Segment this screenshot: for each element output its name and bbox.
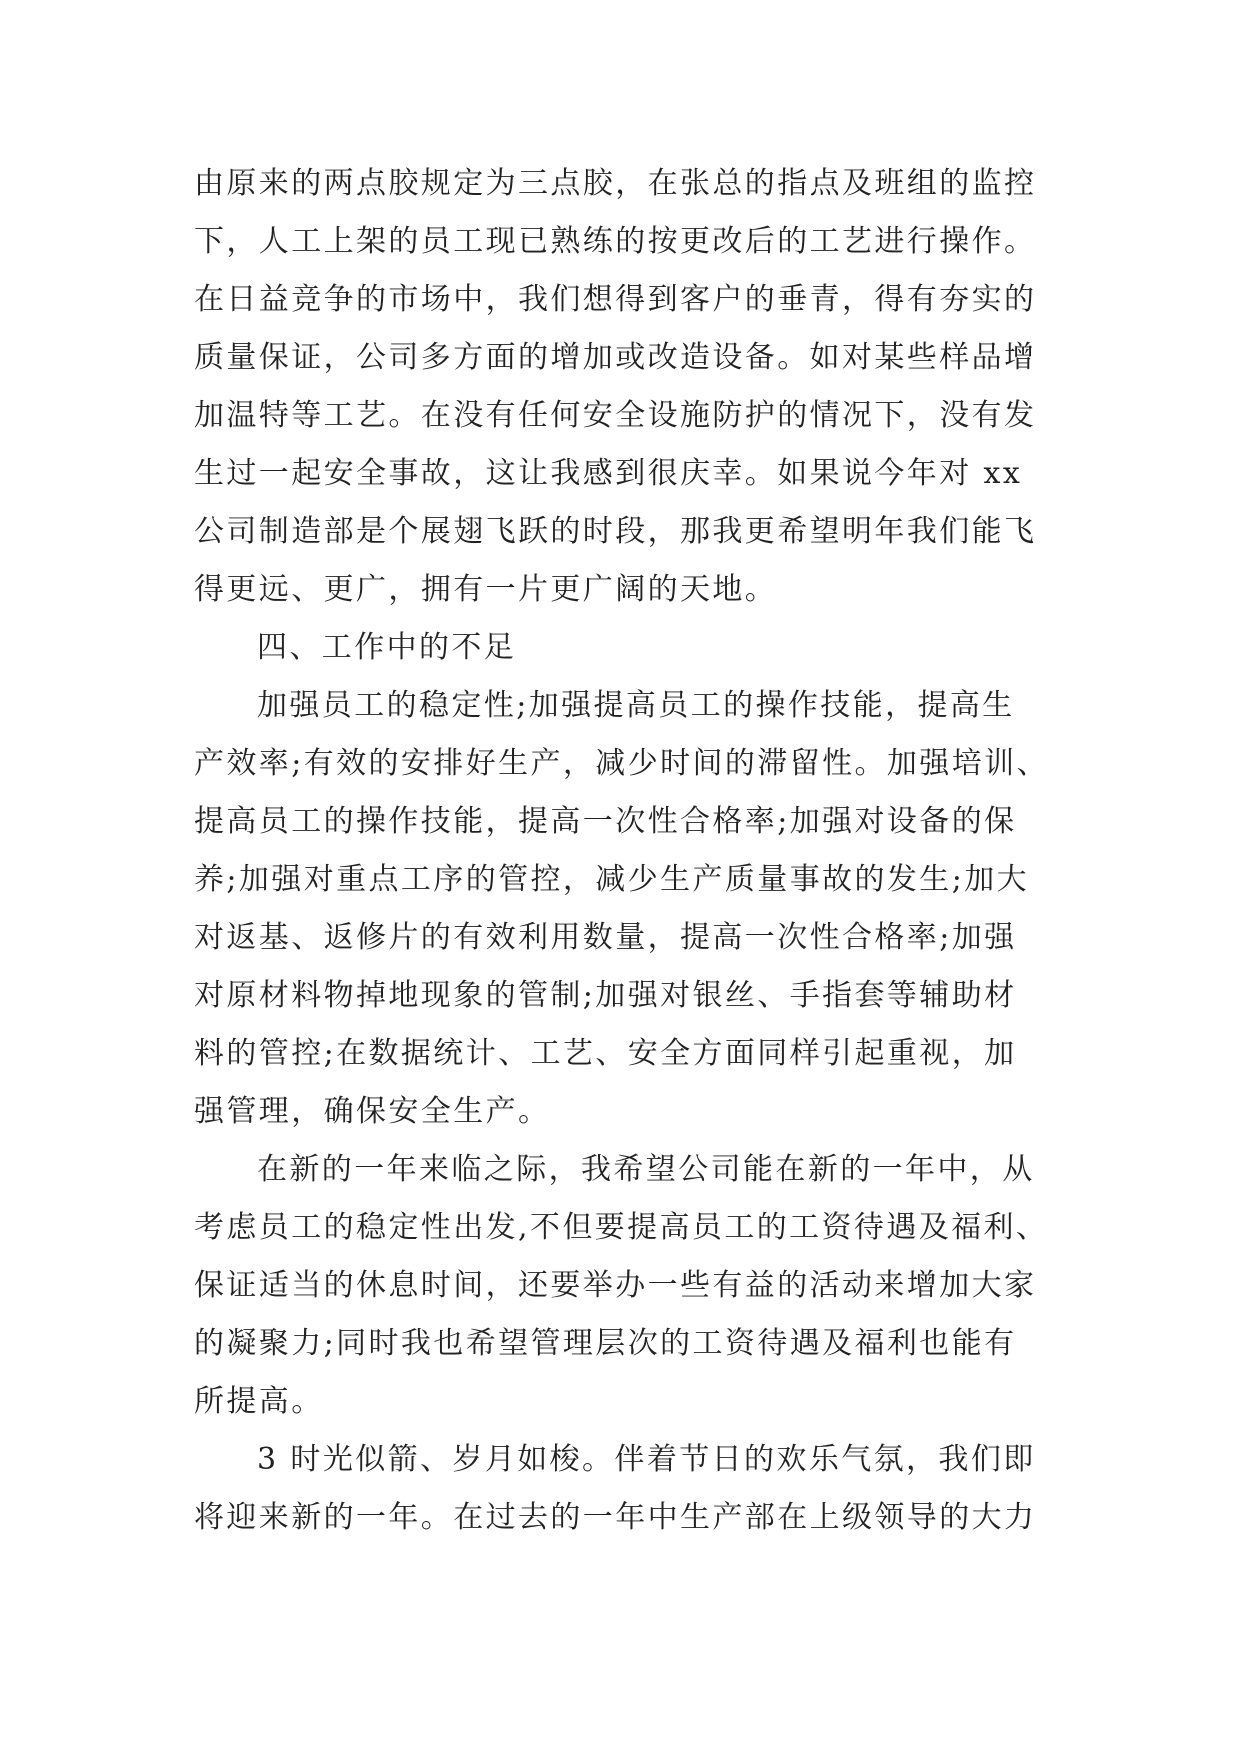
text-line: 所提高。	[194, 1384, 324, 1419]
text-line: 提高员工的操作技能，提高一次性合格率;加强对设备的保	[194, 804, 1017, 839]
text-line: 在日益竞争的市场中，我们想得到客户的垂青，得有夯实的	[194, 282, 1037, 317]
text-line: 质量保证，公司多方面的增加或改造设备。如对某些样品增	[194, 340, 1037, 375]
text-line: 考虑员工的稳定性出发,不但要提高员工的工资待遇及福利、	[194, 1210, 1049, 1245]
text-line: 强管理，确保安全生产。	[194, 1094, 551, 1129]
paragraph-first-line: 加强员工的稳定性;加强提高员工的操作技能，提高生	[257, 688, 1015, 723]
text-line: 养;加强对重点工序的管控，减少生产质量事故的发生;加大	[194, 862, 1030, 897]
text-line: 由原来的两点胶规定为三点胶，在张总的指点及班组的监控	[194, 166, 1037, 201]
text-line: 下，人工上架的员工现已熟练的按更改后的工艺进行操作。	[194, 224, 1037, 259]
text-line: 保证适当的休息时间，还要举办一些有益的活动来增加大家	[194, 1268, 1037, 1303]
text-line: 得更远、更广，拥有一片更广阔的天地。	[194, 572, 778, 607]
text-line: 公司制造部是个展翅飞跃的时段，那我更希望明年我们能飞	[194, 514, 1037, 549]
paragraph-first-line: 在新的一年来临之际，我希望公司能在新的一年中，从	[257, 1152, 1035, 1187]
text-line: 将迎来新的一年。在过去的一年中生产部在上级领导的大力	[194, 1500, 1037, 1535]
text-line: 的凝聚力;同时我也希望管理层次的工资待遇及福利也能有	[194, 1326, 1017, 1361]
section-heading: 四、工作中的不足	[257, 630, 517, 665]
paragraph-first-line: 3 时光似箭、岁月如梭。伴着节日的欢乐气氛，我们即	[257, 1442, 1036, 1477]
text-line: 料的管控;在数据统计、工艺、安全方面同样引起重视，加	[194, 1036, 1017, 1071]
text-line: 生过一起安全事故，这让我感到很庆幸。如果说今年对 xx	[194, 456, 1023, 491]
text-line: 对原材料物掉地现象的管制;加强对银丝、手指套等辅助材	[194, 978, 1017, 1013]
text-line: 产效率;有效的安排好生产，减少时间的滞留性。加强培训、	[194, 746, 1049, 781]
text-line: 对返基、返修片的有效利用数量，提高一次性合格率;加强	[194, 920, 1017, 955]
text-line: 加温特等工艺。在没有任何安全设施防护的情况下，没有发	[194, 398, 1037, 433]
